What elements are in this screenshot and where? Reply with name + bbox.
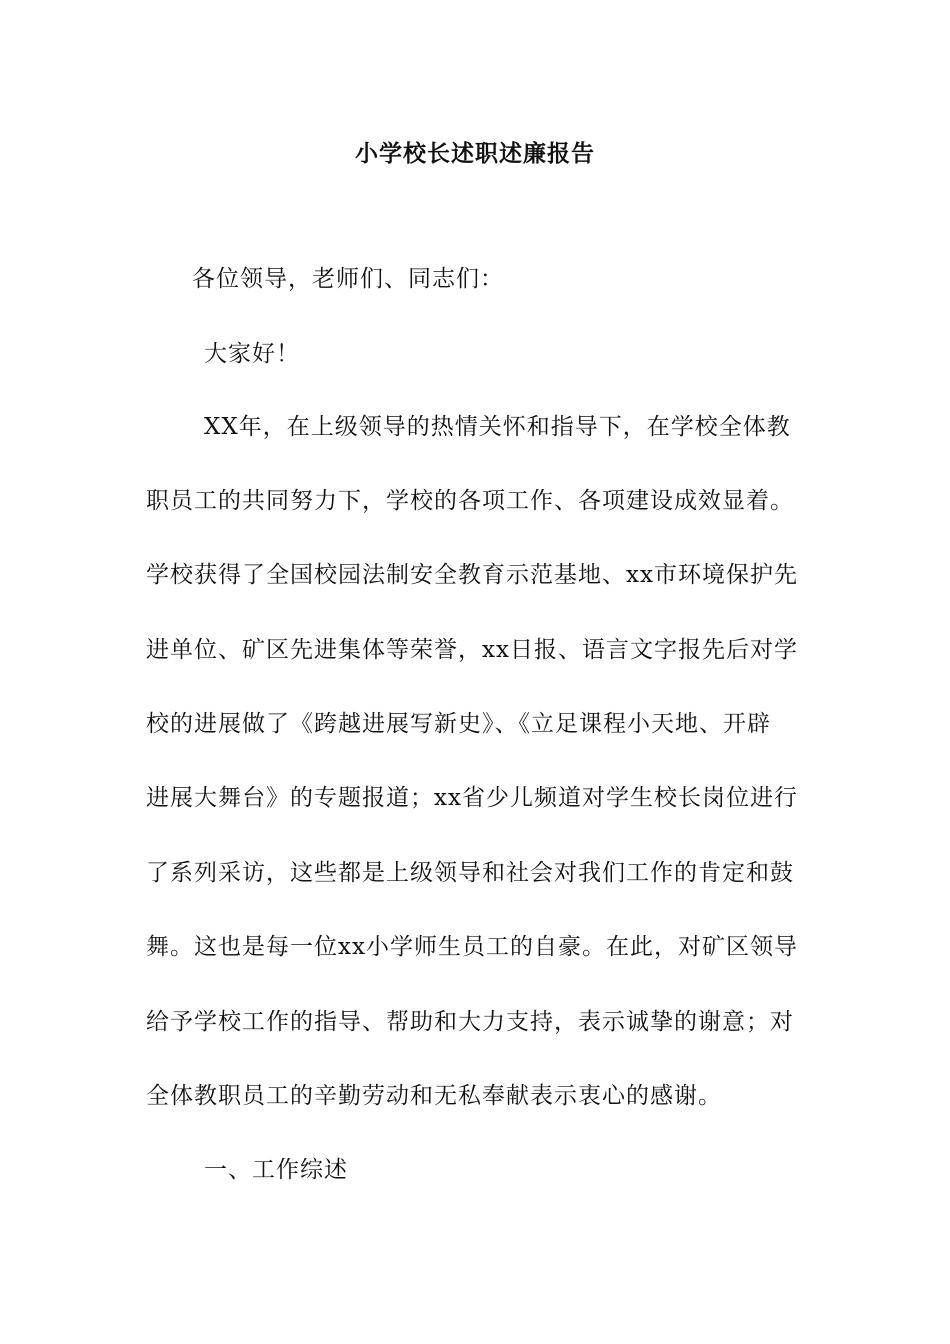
paragraph-line: 给予学校工作的指导、帮助和大力支持，表示诚挚的谢意；对 [146,1009,794,1035]
paragraph-line: 了系列采访，这些都是上级领导和社会对我们工作的肯定和鼓 [146,860,794,886]
paragraph-line: 学校获得了全国校园法制安全教育示范基地、xx市环境保护先 [146,562,798,588]
document-title: 小学校长述职述廉报告 [355,140,595,167]
paragraph-line: XX年，在上级领导的热情关怀和指导下，在学校全体教 [204,414,791,440]
salutation: 各位领导，老师们、同志们： [192,266,504,292]
paragraph-line: 校的进展做了《跨越进展写新史》、《立足课程小天地、开辟 [146,711,771,737]
section-heading: 一、工作综述 [204,1157,348,1183]
paragraph-line: 进单位、矿区先进集体等荣誉，xx日报、语言文字报先后对学 [146,637,798,663]
paragraph-line: 进展大舞台》的专题报道；xx省少儿频道对学生校长岗位进行 [146,785,798,811]
paragraph-line: 职员工的共同努力下，学校的各项工作、各项建设成效显着。 [146,488,794,514]
paragraph-line: 舞。这也是每一位xx小学师生员工的自豪。在此，对矿区领导 [146,934,798,960]
paragraph-line: 全体教职员工的辛勤劳动和无私奉献表示衷心的感谢。 [146,1083,722,1109]
greeting: 大家好！ [204,341,300,367]
